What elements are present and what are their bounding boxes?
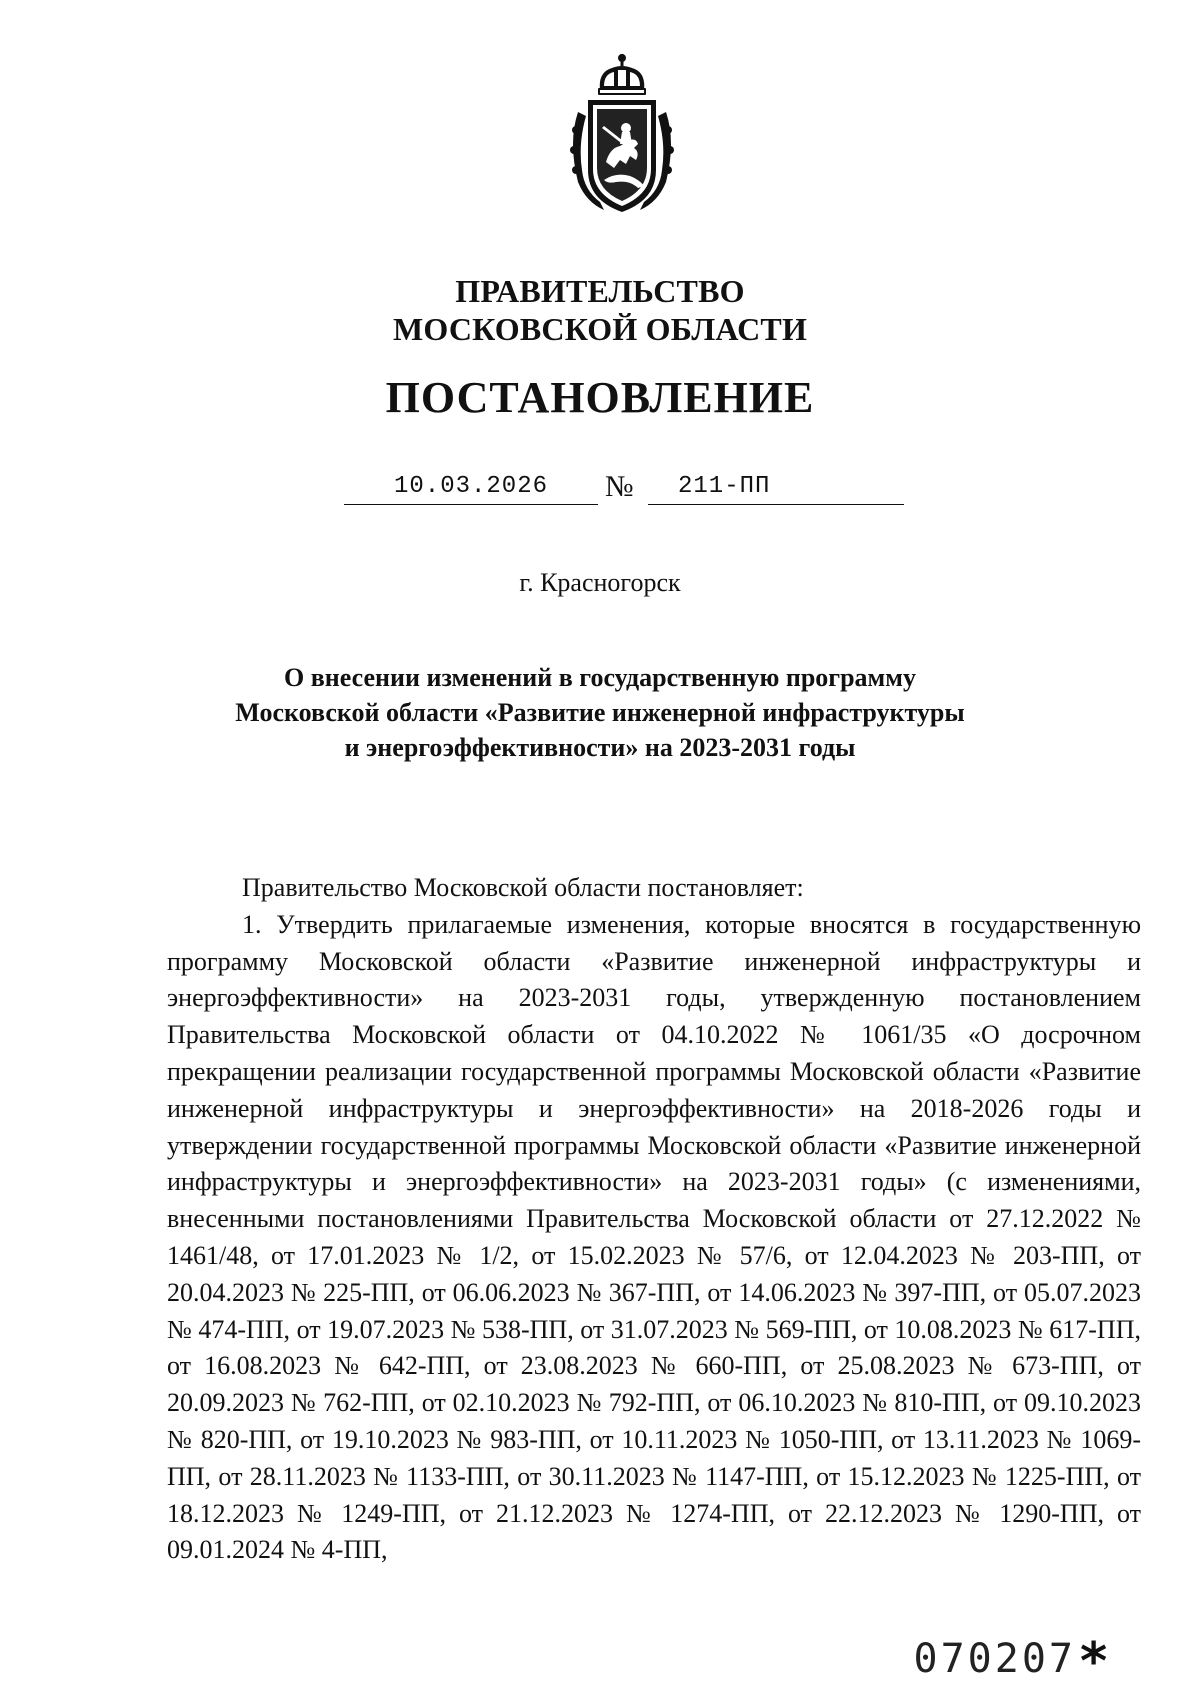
document-subject: О внесении изменений в государственную программу Московской области «Развитие инженерной инфраструктуры и энергоэффективности» на 2023-2031 годы xyxy=(235,663,965,762)
city-name: г. Красногорск xyxy=(519,568,681,597)
date-field xyxy=(344,462,598,505)
document-type-title: ПОСТАНОВЛЕНИЕ xyxy=(385,373,815,422)
body-intro: Правительство Московской области постановляет: xyxy=(242,873,804,902)
coat-of-arms-icon xyxy=(560,52,684,217)
asterisk-mark: * xyxy=(1080,1632,1108,1692)
body-paragraph-1: 1. Утвердить прилагаемые изменения, которые вносятся в государственную программу Московской области «Развитие инженерной инфраструктуры и энергоэффективности» на 2023-2031 годы, утвержденную постановлением Правительства Московской области от 04.10.2022 № 1061/35 «О досрочном прекращении реализации государственной программы Московской области «Развитие инженерной инфраструктуры и энергоэффективности» на 2018-2026 годы и утверждении государственной программы Московской области «Развитие инженерной инфраструктуры и энергоэффективности» на 2023-2031 годы» (с изменениями, внесенными постановлениями Правительства Московской области от 27.12.2022 № 1461/48, от 17.01.2023 № 1/2, от 15.02.2023 № 57/6, от 12.04.2023 № 203-ПП, от 20.04.2023 № 225-ПП, от 06.06.2023 № 367-ПП, от 14.06.2023 № 397-ПП, от 05.07.2023 № 474-ПП, от 19.07.2023 № 538-ПП, от 31.07.2023 № 569-ПП, от 10.08.2023 № 617-ПП, от 16.08.2023 № 642-ПП, от 23.08.2023 № 660-ПП, от 25.08.2023 № 673-ПП, от 20.09.2023 № 762-ПП, от 02.10.2023 № 792-ПП, от 06.10.2023 № 810-ПП, от 09.10.2023 № 820-ПП, от 19.10.2023 № 983-ПП, от 10.11.2023 № 1050-ПП, от 13.11.2023 № 1069-ПП, от 28.11.2023 № 1133-ПП, от 30.11.2023 № 1147-ПП, от 15.12.2023 № 1225-ПП, от 18.12.2023 № 1249-ПП, от 21.12.2023 № 1274-ПП, от 22.12.2023 № 1290-ПП, от 09.01.2024 № 4-ПП, xyxy=(167,909,1141,1565)
number-sign: № xyxy=(605,470,634,503)
number-field xyxy=(648,462,904,505)
registration-number: 211-ПП xyxy=(678,473,771,500)
government-name: ПРАВИТЕЛЬСТВО МОСКОВСКОЙ ОБЛАСТИ xyxy=(392,273,808,347)
registration-date: 10.03.2026 xyxy=(393,473,549,500)
document-body xyxy=(167,870,1141,1569)
form-code: 070207 xyxy=(913,1636,1076,1682)
